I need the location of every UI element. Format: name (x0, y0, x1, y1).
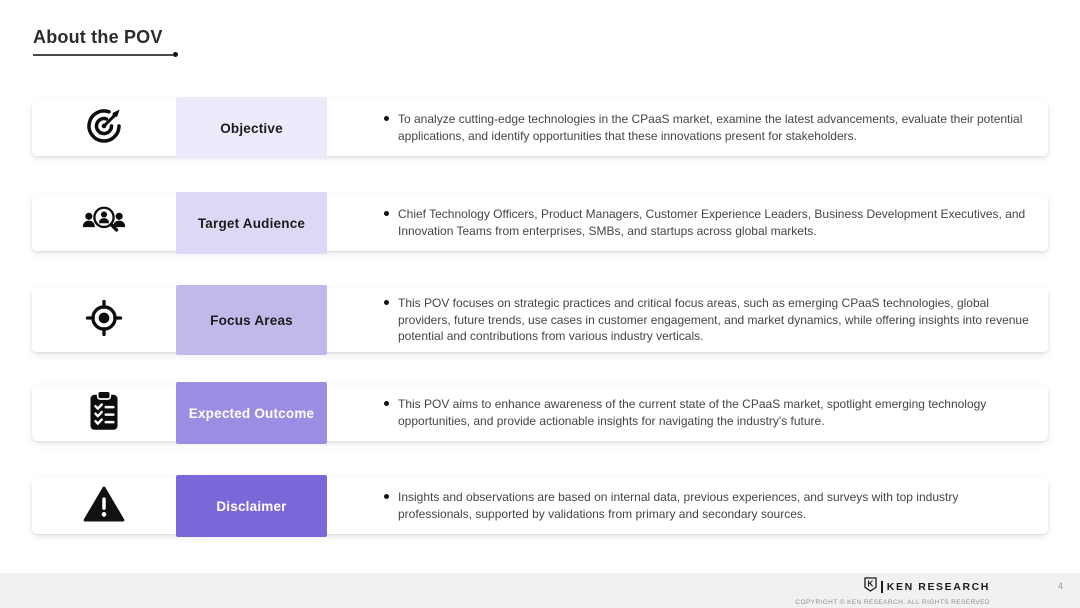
row-objective (32, 100, 1048, 156)
bullet-text: Insights and observations are based on internal data, previous experiences, and surveys with top industry professionals, supported by validations from primary and secondary sources. (398, 490, 959, 521)
row-content (384, 385, 1032, 441)
bullet-dot (384, 494, 389, 499)
checklist-clipboard-icon (86, 390, 122, 437)
copyright-text: COPYRIGHT © KEN RESEARCH. ALL RIGHTS RESERVED (795, 599, 990, 606)
row-icon-cell (32, 385, 176, 441)
row-content (384, 100, 1032, 156)
row-expected-outcome (32, 385, 1048, 441)
row-icon-cell (32, 195, 176, 251)
bullet-item (384, 295, 1032, 345)
warning-icon (83, 485, 125, 528)
audience-search-icon (81, 203, 127, 244)
row-label-badge: Target Audience (176, 192, 327, 254)
target-arrow-icon (84, 106, 124, 151)
bullet-dot (384, 116, 389, 121)
bullet-item (384, 206, 1032, 239)
ken-research-shield-icon (864, 577, 877, 597)
bullet-item (384, 489, 1032, 522)
row-focus-areas (32, 288, 1048, 352)
row-content (384, 288, 1032, 352)
row-icon-cell (32, 288, 176, 352)
bullet-dot (384, 211, 389, 216)
svg-text:K: K (867, 578, 874, 589)
footer-bar (0, 573, 1080, 608)
brand-divider (881, 581, 883, 593)
row-label-badge: Disclaimer (176, 475, 327, 537)
page-number: 4 (1057, 581, 1063, 591)
brand-name: KEN RESEARCH (886, 581, 990, 593)
bullet-text: This POV aims to enhance awareness of the current state of the CPaaS market, spotlight emerging technology opportunities, and provide actionable insights for navigating the industry's future. (398, 397, 987, 428)
row-content (384, 195, 1032, 251)
bullet-dot (384, 300, 389, 305)
bullet-item (384, 111, 1032, 144)
page-title: About the POV (33, 27, 163, 47)
bullet-text: Chief Technology Officers, Product Managers, Customer Experience Leaders, Business Development Executives, and Innovation Teams from enterprises, SMBs, and startups across global markets. (398, 207, 1026, 238)
row-icon-cell (32, 478, 176, 534)
row-label-badge: Expected Outcome (176, 382, 327, 444)
bullet-item (384, 396, 1032, 429)
row-label-badge: Focus Areas (176, 285, 327, 355)
row-disclaimer (32, 478, 1048, 534)
row-label-badge: Objective (176, 97, 327, 159)
brand-block (795, 577, 990, 606)
row-content (384, 478, 1032, 534)
row-icon-cell (32, 100, 176, 156)
bullet-text: This POV focuses on strategic practices and critical focus areas, such as emerging CPaaS technologies, global providers, future trends, use cases in customer engagement, and market dynamics, while offering insights into revenue potential and contributions from various industry verticals. (398, 296, 1029, 344)
crosshair-icon (85, 299, 123, 342)
title-underline (33, 54, 173, 56)
title-underline-dot (173, 52, 178, 57)
bullet-dot (384, 401, 389, 406)
row-target-audience (32, 195, 1048, 251)
brand-line (864, 577, 990, 597)
bullet-text: To analyze cutting-edge technologies in the CPaaS market, examine the latest advancements, evaluate their potential applications, and identify opportunities that these innovations present for stakeholders. (398, 112, 1023, 143)
